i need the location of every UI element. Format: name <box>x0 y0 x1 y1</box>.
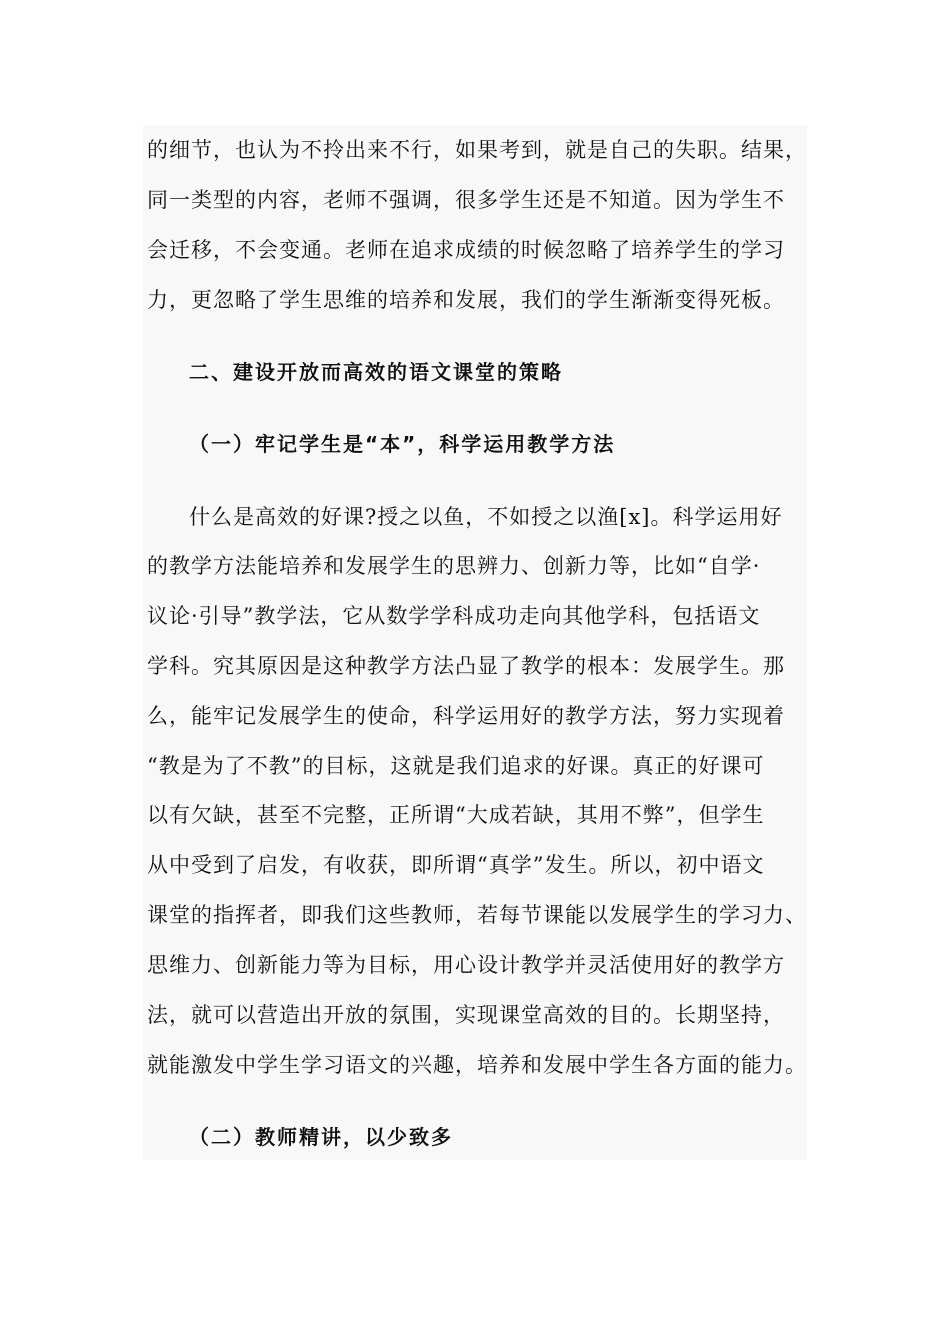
paragraph-line: 法，就可以营造出开放的氛围，实现课堂高效的目的。长期坚持， <box>147 1003 785 1027</box>
paragraph-line: 学科。究其原因是这种教学方法凸显了教学的根本：发展学生。那 <box>147 654 785 678</box>
paragraph-line: 课堂的指挥者，即我们这些教师，若每节课能以发展学生的学习力、 <box>147 903 807 927</box>
paragraph-line: 力，更忽略了学生思维的培养和发展，我们的学生渐渐变得死板。 <box>147 288 785 312</box>
paragraph-line: 的教学方法能培养和发展学生的思辨力、创新力等，比如“自学· <box>147 554 761 578</box>
paragraph-line: 什么是高效的好课?授之以鱼，不如授之以渔[x]。科学运用好 <box>189 505 783 529</box>
paragraph-line: 会迁移，不会变通。老师在追求成绩的时候忽略了培养学生的学习 <box>147 238 785 262</box>
paragraph-line: 以有欠缺，甚至不完整，正所谓“大成若缺，其用不弊”，但学生 <box>147 803 765 827</box>
paragraph-line: “教是为了不教”的目标，这就是我们追求的好课。真正的好课可 <box>147 754 765 778</box>
paragraph-line: 的细节，也认为不拎出来不行，如果考到，就是自己的失职。结果， <box>147 138 807 162</box>
section-heading: 二、建设开放而高效的语文课堂的策略 <box>189 360 563 384</box>
paragraph-line: 就能激发中学生学习语文的兴趣，培养和发展中学生各方面的能力。 <box>147 1053 807 1077</box>
paragraph-line: 么，能牢记发展学生的使命，科学运用好的教学方法，努力实现着 <box>147 704 785 728</box>
paragraph-line: 从中受到了启发，有收获，即所谓“真学”发生。所以，初中语文 <box>147 853 765 877</box>
paragraph-line: 思维力、创新能力等为目标，用心设计教学并灵活使用好的教学方 <box>147 953 785 977</box>
subsection-heading: （二）教师精讲，以少致多 <box>189 1125 453 1149</box>
subsection-heading: （一）牢记学生是“本”，科学运用教学方法 <box>189 432 616 456</box>
paragraph-line: 议论·引导”教学法，它从数学学科成功走向其他学科，包括语文 <box>147 604 761 628</box>
paragraph-line: 同一类型的内容，老师不强调，很多学生还是不知道。因为学生不 <box>147 188 785 212</box>
